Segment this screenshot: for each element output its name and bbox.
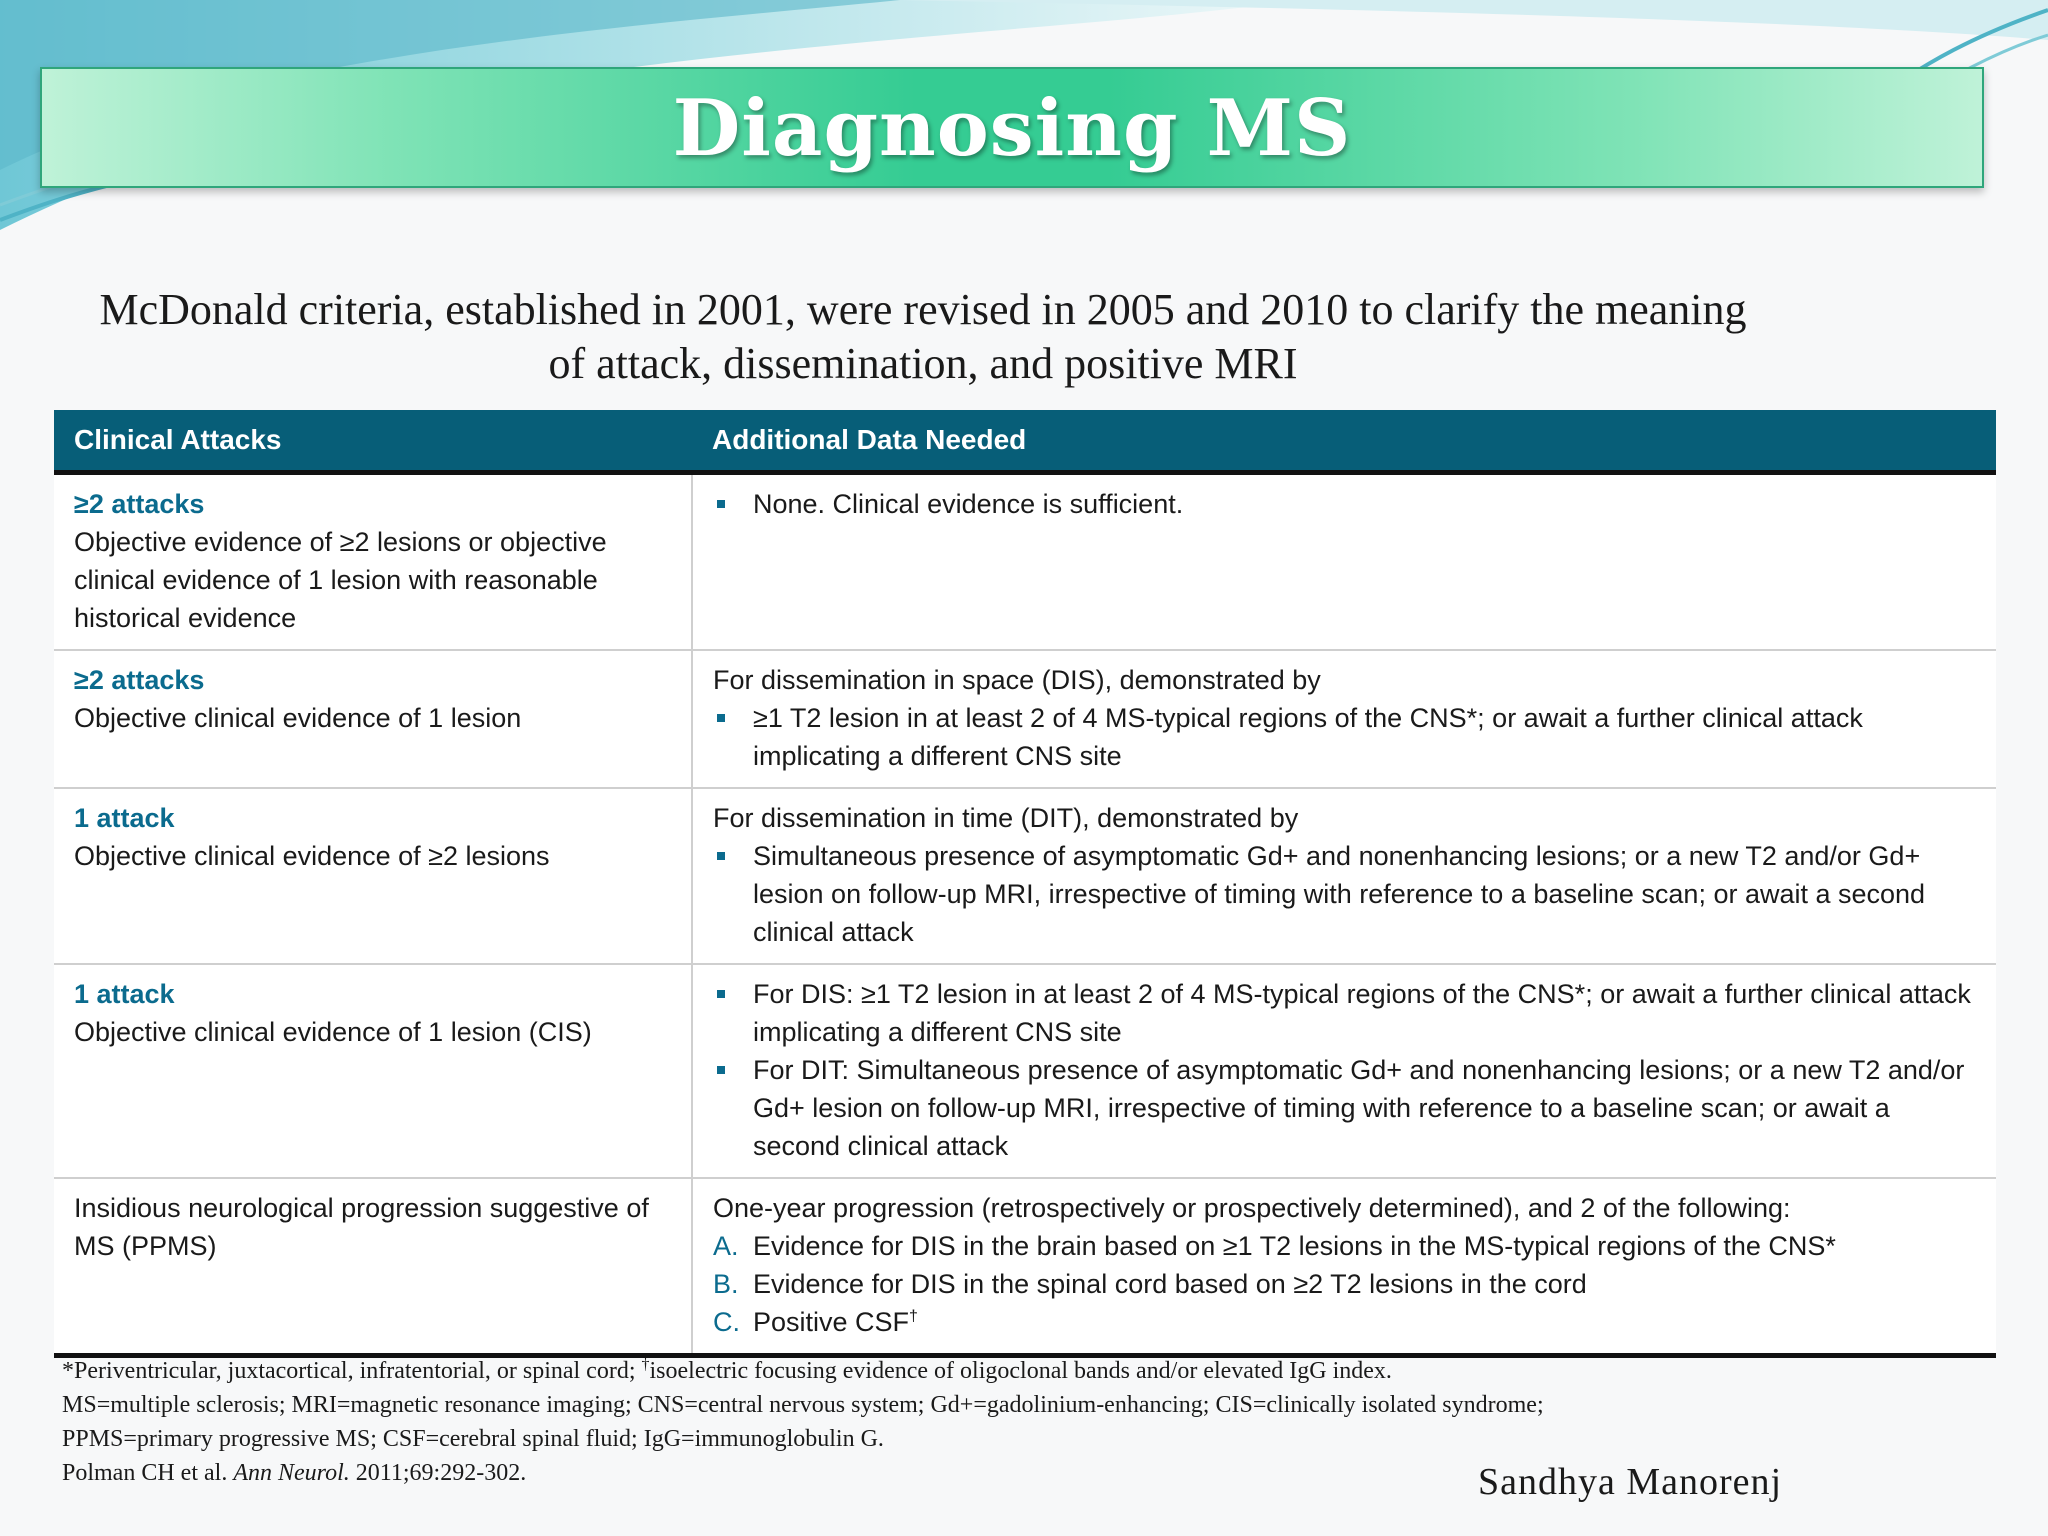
table-row xyxy=(54,788,1996,964)
data-needed-cell xyxy=(692,650,1996,788)
bullet-item: For DIS: ≥1 T2 lesion in at least 2 of 4 MS-typical regions of the CNS*; or await a further clinical attack implicating a different CNS site xyxy=(713,975,1976,1051)
data-needed-cell xyxy=(692,788,1996,964)
bullet-item: For DIT: Simultaneous presence of asymptomatic Gd+ and nonenhancing lesions; or a new T2 and/or Gd+ lesion on follow-up MRI, irrespective of timing with reference to a baseline scan; or await a second clinical attack xyxy=(713,1051,1976,1165)
lettered-text: Positive CSF xyxy=(753,1307,910,1337)
lettered-item xyxy=(713,1227,1976,1265)
list-marker: A. xyxy=(713,1231,739,1261)
bullet-list xyxy=(713,699,1976,775)
table-row xyxy=(54,650,1996,788)
bullet-list xyxy=(713,485,1976,523)
dagger-superscript: † xyxy=(641,1356,650,1373)
criteria-intro: For dissemination in time (DIT), demonstrated by xyxy=(713,803,1299,833)
attack-label: ≥2 attacks xyxy=(74,665,205,695)
author-name: Sandhya Manorenj xyxy=(1478,1461,1783,1503)
attack-cell xyxy=(54,964,692,1178)
citation-authors: Polman CH et al. xyxy=(62,1460,234,1486)
attack-cell xyxy=(54,650,692,788)
subtitle-line-2: of attack, dissemination, and positive MRI xyxy=(548,339,1298,388)
bullet-item: None. Clinical evidence is sufficient. xyxy=(713,485,1976,523)
dagger-superscript: † xyxy=(909,1308,918,1325)
table-row xyxy=(54,964,1996,1178)
mcdonald-criteria-table xyxy=(54,410,1996,1358)
criteria-intro: For dissemination in space (DIS), demonstrated by xyxy=(713,665,1321,695)
subtitle-line-1: McDonald criteria, established in 2001, were revised in 2005 and 2010 to clarify the meaning xyxy=(99,285,1747,334)
attack-evidence: Objective clinical evidence of 1 lesion xyxy=(74,703,522,733)
attack-evidence: Objective clinical evidence of ≥2 lesions xyxy=(74,841,550,871)
list-marker: B. xyxy=(713,1269,739,1299)
citation-reference: 2011;69:292-302. xyxy=(349,1460,527,1486)
bullet-list xyxy=(713,975,1976,1165)
lettered-item xyxy=(713,1265,1976,1303)
data-needed-cell xyxy=(692,964,1996,1178)
header-additional-data: Additional Data Needed xyxy=(692,410,1996,473)
header-clinical-attacks: Clinical Attacks xyxy=(54,410,692,473)
slide-title: Diagnosing MS xyxy=(672,83,1352,174)
footnote-line-3: PPMS=primary progressive MS; CSF=cerebral spinal fluid; IgG=immunoglobulin G. xyxy=(62,1426,884,1452)
bullet-list xyxy=(713,837,1976,951)
attack-evidence: Objective evidence of ≥2 lesions or objective clinical evidence of 1 lesion with reasonable historical evidence xyxy=(74,527,607,633)
footnote-text: *Periventricular, juxtacortical, infratentorial, or spinal cord; xyxy=(62,1358,642,1384)
citation-journal: Ann Neurol. xyxy=(233,1460,350,1486)
attack-evidence: Insidious neurological progression suggestive of MS (PPMS) xyxy=(74,1193,649,1261)
lettered-item xyxy=(713,1303,1976,1341)
attack-label: 1 attack xyxy=(74,803,175,833)
bullet-item: ≥1 T2 lesion in at least 2 of 4 MS-typical regions of the CNS*; or await a further clinical attack implicating a different CNS site xyxy=(713,699,1976,775)
attack-cell xyxy=(54,473,692,651)
footnote-text: isoelectric focusing evidence of oligoclonal bands and/or elevated IgG index. xyxy=(649,1358,1392,1384)
footnote-line-2: MS=multiple sclerosis; MRI=magnetic resonance imaging; CNS=central nervous system; Gd+=gadolinium-enhancing; CIS=clinically isolated syndrome; xyxy=(62,1392,1544,1418)
table-row xyxy=(54,1178,1996,1356)
attack-cell xyxy=(54,788,692,964)
table-row xyxy=(54,473,1996,651)
lettered-text: Evidence for DIS in the brain based on ≥1 T2 lesions in the MS-typical regions of the CNS* xyxy=(753,1231,1836,1261)
data-needed-cell xyxy=(692,473,1996,651)
attack-cell xyxy=(54,1178,692,1356)
bullet-item: Simultaneous presence of asymptomatic Gd+ and nonenhancing lesions; or a new T2 and/or Gd+ lesion on follow-up MRI, irrespective of timing with reference to a baseline scan; or await a second clinical attack xyxy=(713,837,1976,951)
data-needed-cell xyxy=(692,1178,1996,1356)
table-header-row xyxy=(54,410,1996,473)
footnote-line-1 xyxy=(62,1354,1962,1388)
lettered-list xyxy=(713,1227,1976,1341)
criteria-intro: One-year progression (retrospectively or prospectively determined), and 2 of the following: xyxy=(713,1193,1791,1223)
attack-evidence: Objective clinical evidence of 1 lesion (CIS) xyxy=(74,1017,592,1047)
attack-label: ≥2 attacks xyxy=(74,489,205,519)
attack-label: 1 attack xyxy=(74,979,175,1009)
title-banner xyxy=(40,67,1984,188)
lettered-text: Evidence for DIS in the spinal cord based on ≥2 T2 lesions in the cord xyxy=(753,1269,1587,1299)
list-marker: C. xyxy=(713,1307,740,1337)
